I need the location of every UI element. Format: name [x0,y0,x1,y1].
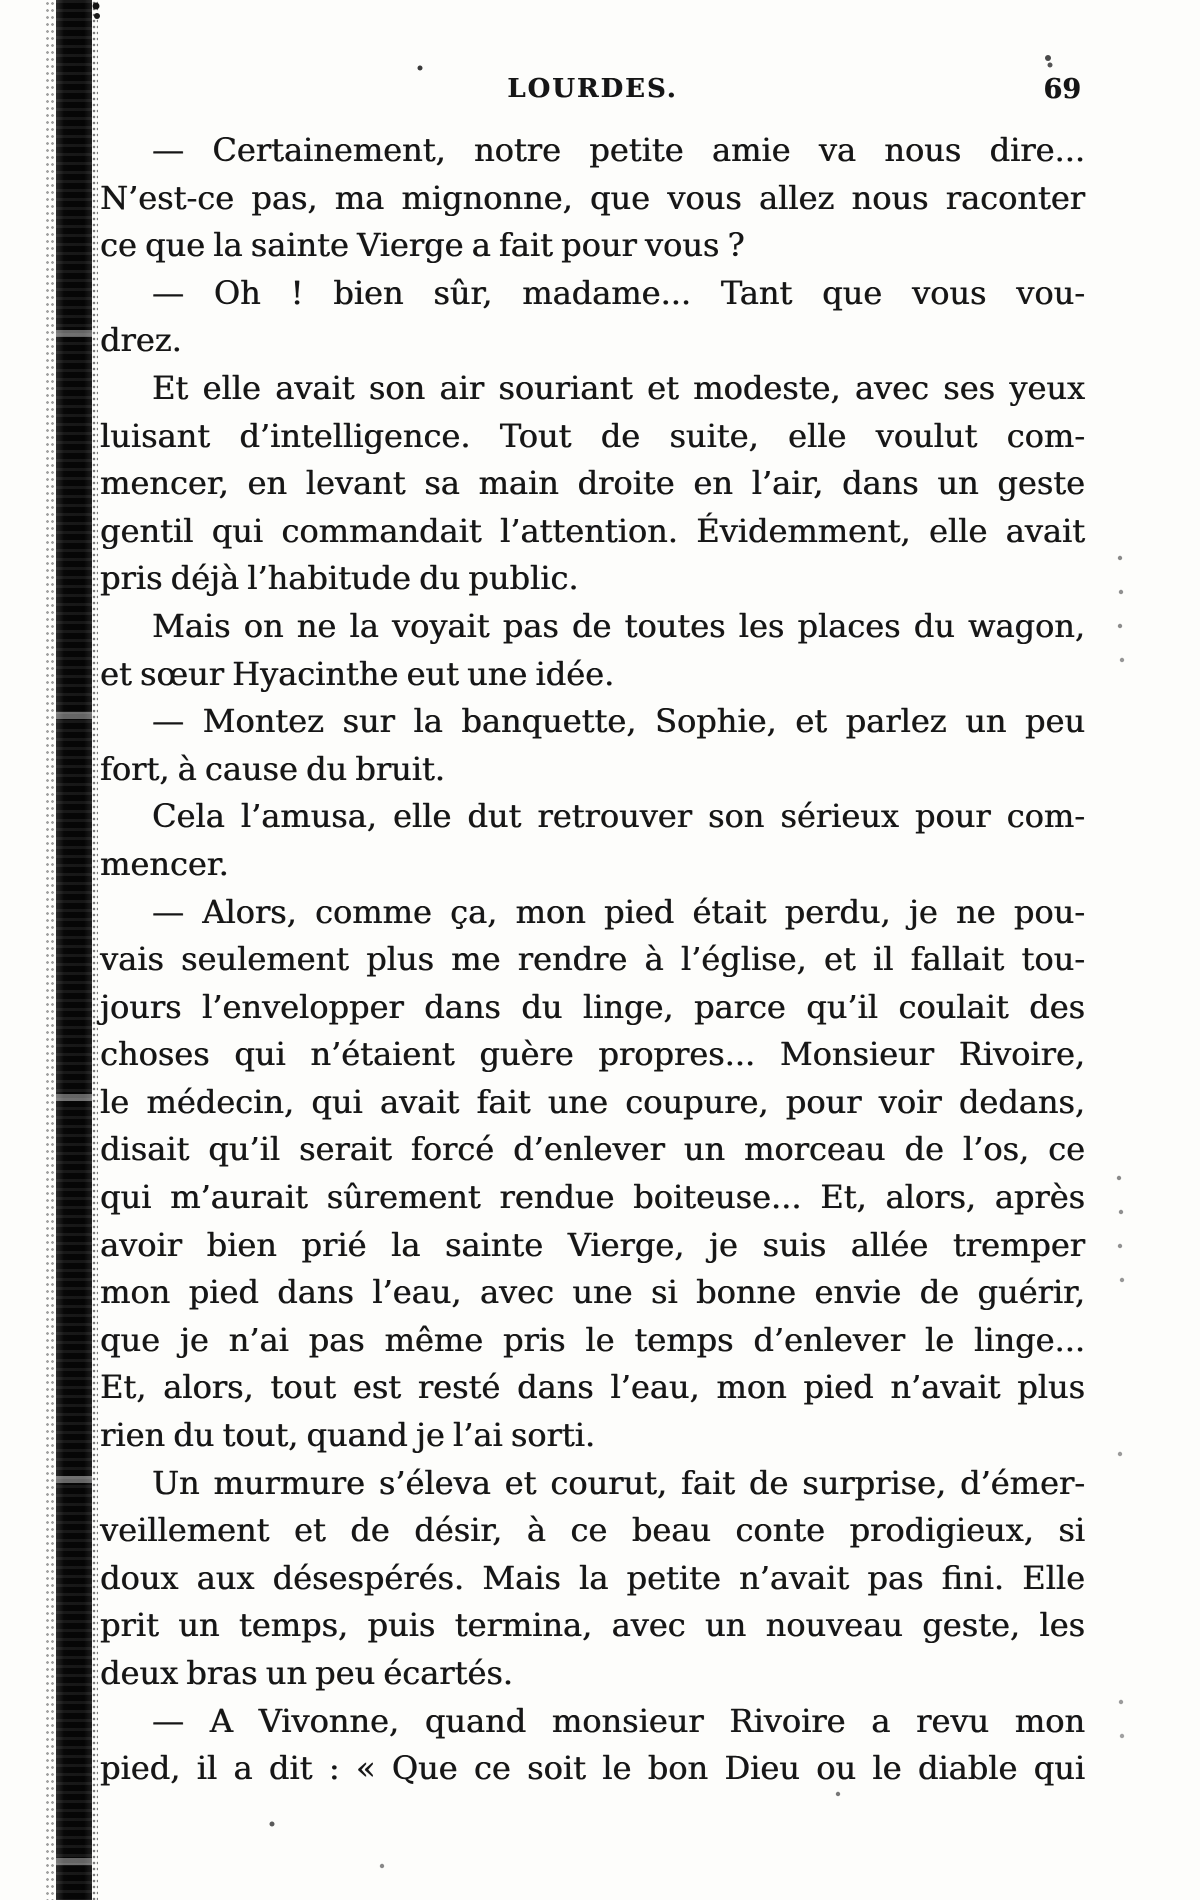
text-line: pied, il a dit : « Que ce soit le bon Dieu ou le diable qui [100,1749,1085,1788]
text-line: qui m’aurait sûrement rendue boiteuse... Et, alors, après [100,1178,1085,1217]
text-line: doux aux désespérés. Mais la petite n’avait pas fini. Elle [100,1558,1085,1597]
text-line: mencer. [100,844,229,883]
text-line: fort, à cause du bruit. [100,749,445,788]
text-line: choses qui n’étaient guère propres... Monsieur Rivoire, [100,1035,1085,1074]
text-line: — Certainement, notre petite amie va nous dire... [152,131,1085,169]
text-line: Cela l’amusa, elle dut retrouver son sérieux pour com- [152,797,1085,836]
text-line: rien du tout, quand je l’ai sorti. [100,1416,596,1455]
text-line: mon pied dans l’eau, avec une si bonne envie de guérir, [100,1273,1085,1312]
text-line: disait qu’il serait forcé d’enlever un morceau de l’os, ce [100,1130,1085,1169]
text-line: Et elle avait son air souriant et modeste, avec ses yeux [152,368,1085,407]
body-text [100,127,1085,1793]
text-line: N’est-ce pas, ma mignonne, que vous allez nous raconter [100,178,1085,217]
text-line: ce que la sainte Vierge a fait pour vous ? [100,226,745,265]
text-line: luisant d’intelligence. Tout de suite, elle voulut com- [100,416,1085,455]
text-line: gentil qui commandait l’attention. Évidemment, elle avait [100,511,1085,550]
text-line: jours l’envelopper dans du linge, parce qu’il coulait des [100,987,1085,1026]
text-line: — A Vivonne, quand monsieur Rivoire a revu mon [152,1701,1085,1740]
text-line: Un murmure s’éleva et courut, fait de surprise, d’émer- [152,1463,1085,1502]
page-number: 69 [1043,74,1081,105]
running-title: LOURDES. [507,74,678,104]
text-line: drez. [100,321,182,360]
text-line: pris déjà l’habitude du public. [100,559,579,598]
text-line: prit un temps, puis termina, avec un nouveau geste, les [100,1606,1085,1645]
binding-edge [56,0,92,1900]
text-line: — Montez sur la banquette, Sophie, et parlez un peu [152,702,1085,741]
text-line: Mais on ne la voyait pas de toutes les places du wagon, [152,606,1085,645]
text-line: — Oh ! bien sûr, madame... Tant que vous vou- [152,273,1085,312]
text-line: mencer, en levant sa main droite en l’air, dans un geste [100,464,1085,503]
scan-specks [0,0,4,4]
text-line: deux bras un peu écartés. [100,1654,513,1692]
text-line: le médecin, qui avait fait une coupure, pour voir dedans, [100,1082,1085,1121]
text-line: veillement et de désir, à ce beau conte prodigieux, si [100,1511,1085,1550]
text-line: et sœur Hyacinthe eut une idée. [100,654,615,693]
text-line: — Alors, comme ça, mon pied était perdu, je ne pou- [152,892,1085,931]
page-header [100,72,1085,114]
page-content [100,72,1085,1793]
text-line: Et, alors, tout est resté dans l’eau, mon pied n’avait plus [100,1368,1085,1407]
text-line: que je n’ai pas même pris le temps d’enlever le linge... [100,1320,1085,1359]
text-line: vais seulement plus me rendre à l’église, et il fallait tou- [100,940,1085,979]
text-line: avoir bien prié la sainte Vierge, je suis allée tremper [100,1225,1085,1264]
